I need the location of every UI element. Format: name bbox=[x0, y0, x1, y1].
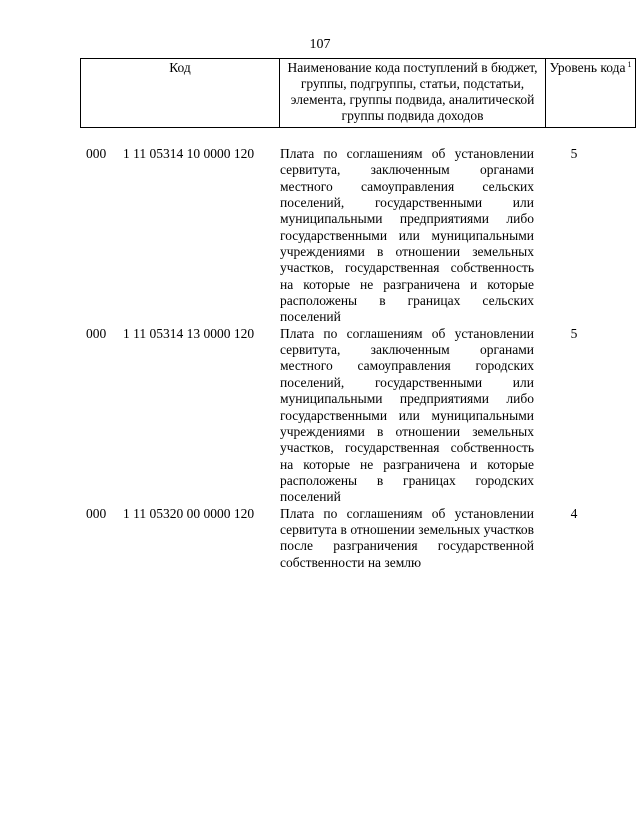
admin-code: 000 bbox=[86, 325, 107, 341]
revenue-code: 1 11 05314 10 0000 120 bbox=[123, 146, 255, 161]
table-body bbox=[80, 146, 614, 571]
code-level: 5 bbox=[570, 146, 578, 161]
table-row bbox=[80, 506, 614, 571]
code-level: 4 bbox=[570, 505, 578, 521]
table-row bbox=[80, 146, 614, 326]
header-name: Наименование кода поступлений в бюджет, группы, подгруппы, статьи, подстатьи, элемента, группы подвида, аналитической группы подвида доходов bbox=[280, 59, 546, 128]
footnote-mark: 1 bbox=[627, 60, 632, 69]
code-level: 5 bbox=[570, 325, 578, 341]
revenue-name: Плата по соглашениям об установлении сервитута, заключенным органами местного самоуправления городских поселений, государственными или муниципальными предприятиями либо государственными или муниципальными учреждениями в отношении земельных участков, государственная собственность на которые не разграничена и которые расположены в границах городских поселений bbox=[280, 325, 534, 505]
table-header bbox=[80, 58, 636, 128]
revenue-name: Плата по соглашениям об установлении сервитута в отношении земельных участков после разграничения государственной собственности на землю bbox=[280, 505, 534, 570]
revenue-name: Плата по соглашениям об установлении сервитута, заключенным органами местного самоуправления сельских поселений, государственными или муниципальными предприятиями либо государственными или муниципальными учреждениями в отношении земельных участков, государственная собственность на которые не разграничена и которые расположены в границах сельских поселений bbox=[280, 146, 534, 325]
revenue-code: 1 11 05320 00 0000 120 bbox=[123, 505, 255, 521]
admin-code: 000 bbox=[86, 505, 107, 521]
revenue-code: 1 11 05314 13 0000 120 bbox=[123, 325, 255, 341]
header-code: Код bbox=[81, 59, 280, 128]
table-row bbox=[80, 326, 614, 506]
header-level: Уровень кода $^1$ bbox=[546, 59, 636, 128]
page-number: 107 bbox=[309, 37, 331, 52]
admin-code: 000 bbox=[86, 146, 107, 161]
